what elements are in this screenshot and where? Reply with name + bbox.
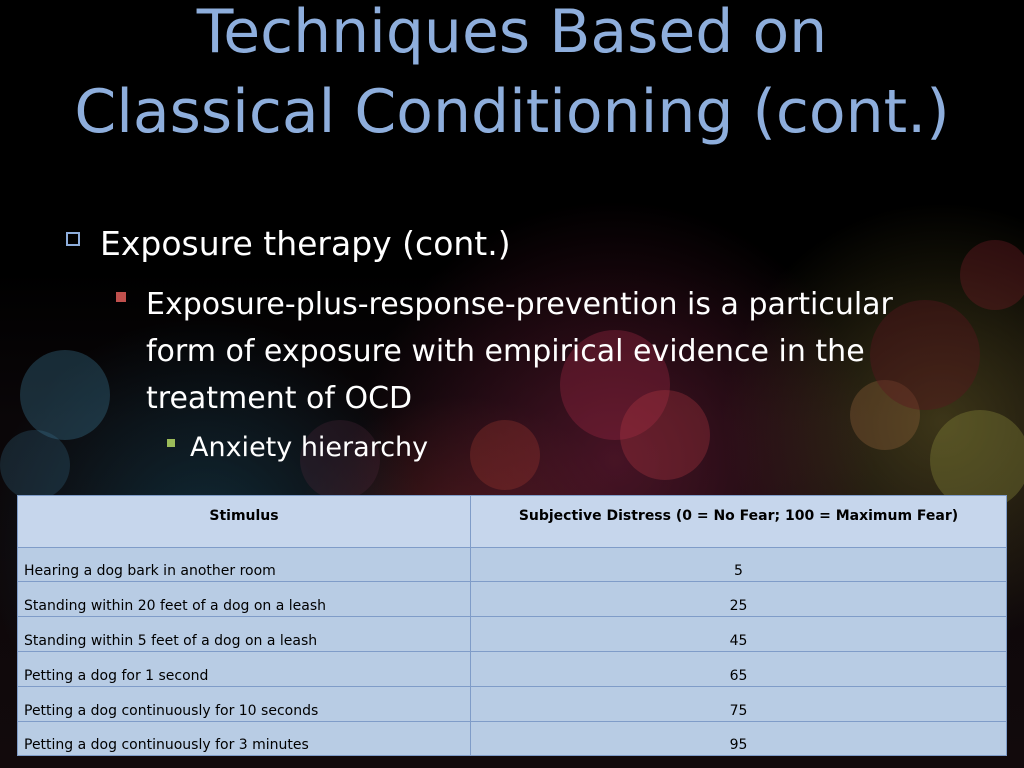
header-stimulus: Stimulus	[18, 496, 471, 548]
bullet-level1: Exposure therapy (cont.)	[100, 224, 511, 263]
red-square-bullet-icon	[116, 292, 126, 302]
bullet-level2: Exposure-plus-response-prevention is a particular form of exposure with empirical evidence in the treatment of OCD	[146, 287, 893, 416]
table-header-row	[18, 496, 1007, 548]
stimulus-cell: Standing within 5 feet of a dog on a leash	[18, 617, 471, 652]
bokeh-background	[470, 420, 540, 490]
header-distress: Subjective Distress (0 = No Fear; 100 = Maximum Fear)	[471, 496, 1007, 548]
table-row	[18, 548, 1007, 582]
bokeh-background	[20, 350, 110, 440]
distress-cell: 95	[471, 722, 1007, 756]
hollow-square-bullet-icon	[66, 232, 80, 246]
bullet-level3: Anxiety hierarchy	[190, 432, 429, 463]
table-row	[18, 617, 1007, 652]
distress-cell: 25	[471, 582, 1007, 617]
distress-cell: 75	[471, 687, 1007, 722]
bokeh-background	[0, 430, 70, 500]
green-square-bullet-icon	[167, 439, 175, 447]
table-row	[18, 582, 1007, 617]
stimulus-cell: Hearing a dog bark in another room	[18, 548, 471, 582]
slide-title: Techniques Based on Classical Conditioning (cont.)	[74, 0, 950, 147]
distress-cell: 5	[471, 548, 1007, 582]
table-row	[18, 722, 1007, 756]
stimulus-cell: Petting a dog continuously for 10 seconds	[18, 687, 471, 722]
anxiety-hierarchy-table	[17, 495, 1007, 756]
distress-cell: 65	[471, 652, 1007, 687]
stimulus-cell: Petting a dog continuously for 3 minutes	[18, 722, 471, 756]
stimulus-cell: Standing within 20 feet of a dog on a leash	[18, 582, 471, 617]
stimulus-cell: Petting a dog for 1 second	[18, 652, 471, 687]
bokeh-background	[960, 240, 1024, 310]
table-row	[18, 652, 1007, 687]
distress-cell: 45	[471, 617, 1007, 652]
table-row	[18, 687, 1007, 722]
